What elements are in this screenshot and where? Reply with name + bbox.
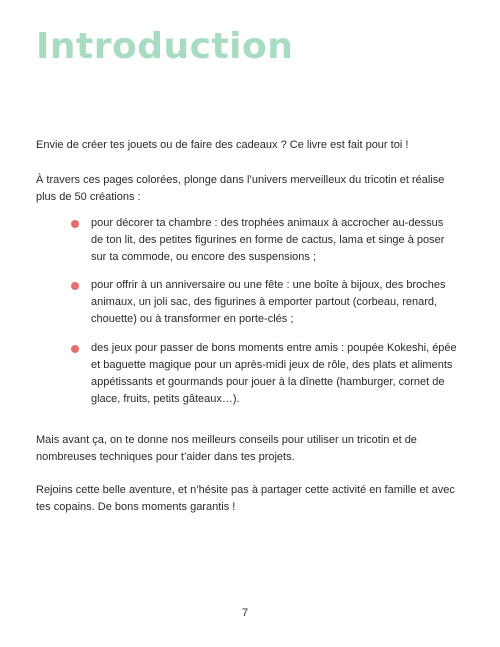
conseils-paragraph: Mais avant ça, on te donne nos meilleurs conseils pour utiliser un tricotin et de nombreuses techniques pour t’aider dans tes projets. — [36, 434, 417, 463]
bullet-text: pour offrir à un anniversaire ou une fête : une boîte à bijoux, des broches animaux, un joli sac, des figurines à emporter partout (corbeau, renard, chouette) ou à transformer en porte-clés ; — [91, 279, 446, 325]
bullet-dot-icon — [71, 345, 79, 353]
bullet-item-jeux — [91, 340, 457, 408]
bullet-item-decorer — [91, 215, 457, 266]
bullet-text: des jeux pour passer de bons moments entre amis : poupée Kokeshi, épée et baguette magique pour un après-midi jeux de rôle, des plats et aliments appétissants et gourmands pour jouer à la dînette (hamburger, cornet de glace, fruits, petits gâteaux…). — [91, 342, 457, 405]
page-number: 7 — [241, 607, 249, 619]
intro-paragraph: Envie de créer tes jouets ou de faire des cadeaux ? Ce livre est fait pour toi ! — [36, 139, 409, 151]
closing-paragraph: Rejoins cette belle aventure, et n’hésite pas à partager cette activité en famille et avec tes copains. De bons moments garantis ! — [36, 484, 455, 513]
travers-paragraph: À travers ces pages colorées, plonge dans l’univers merveilleux du tricotin et réalise plus de 50 créations : — [36, 174, 445, 203]
page-title: Introduction — [36, 26, 294, 67]
bullet-dot-icon — [71, 220, 79, 228]
bullet-item-offrir — [91, 277, 457, 328]
bullet-text: pour décorer ta chambre : des trophées animaux à accrocher au-dessus de ton lit, des petites figurines en forme de cactus, lama et singe à poser sur ta commode, ou encore des suspensions ; — [91, 217, 445, 263]
bullet-dot-icon — [71, 282, 79, 290]
